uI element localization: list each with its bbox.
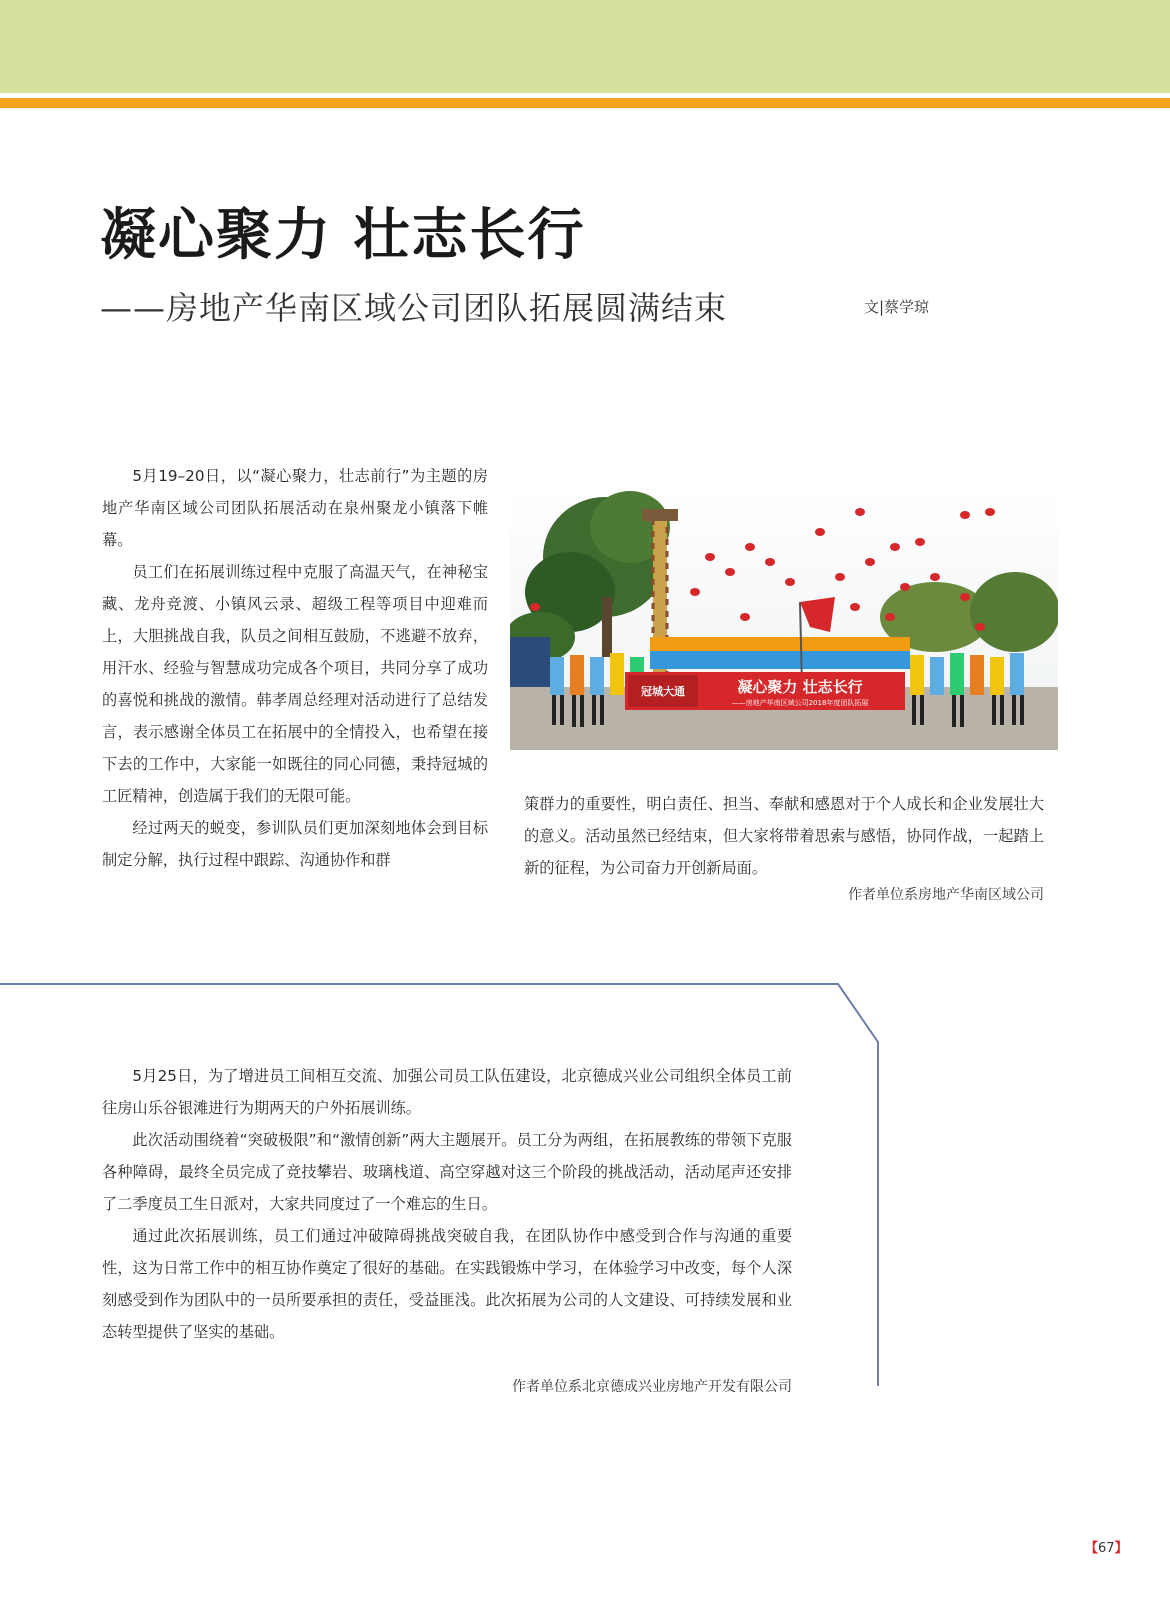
header-band (0, 0, 1170, 93)
author-affiliation: 作者单位系北京德成兴业房地产开发有限公司 (512, 1379, 792, 1395)
bracket-close: 】 (1114, 1541, 1128, 1556)
page-number (1085, 1537, 1128, 1556)
article-title: 凝心聚力 壮志长行 (100, 202, 586, 268)
paragraph-continuation: 策群力的重要性，明白责任、担当、奉献和感恩对于个人成长和企业发展壮大的意义。活动虽然已经结束，但大家将带着思索与感悟，协同作战，一起踏上新的征程，为公司奋力开创新局面。 (524, 795, 1044, 877)
byline: 文|蔡学琼 (864, 298, 930, 316)
section1-column-right (524, 788, 1044, 884)
section2-body (102, 1060, 792, 1348)
paragraph: 此次活动围绕着“突破极限”和“激情创新”两大主题展开。员工分为两组，在拓展教练的带领下克服各种障碍，最终全员完成了竞技攀岩、玻璃栈道、高空穿越对这三个阶段的挑战活动，活动尾声还安排了二季度员工生日派对，大家共同度过了一个难忘的生日。 (102, 1131, 792, 1213)
author-affiliation: 作者单位系房地产华南区域公司 (848, 887, 1044, 903)
bracket-open: 【 (1085, 1541, 1099, 1556)
team-photo-illustration (510, 487, 1058, 750)
banner-logo: 冠城大通 (641, 685, 685, 698)
page-number-value: 67 (1098, 1541, 1115, 1556)
paragraph: 经过两天的蜕变，参训队员们更加深刻地体会到目标制定分解，执行过程中跟踪、沟通协作和群 (102, 819, 488, 869)
accent-stripe (0, 98, 1170, 108)
paragraph: 员工们在拓展训练过程中克服了高温天气，在神秘宝藏、龙舟竞渡、小镇风云录、超级工程等项目中迎难而上，大胆挑战自我，队员之间相互鼓励，不逃避不放弃，用汗水、经验与智慧成功完成各个项目，共同分享了成功的喜悦和挑战的激情。韩孝周总经理对活动进行了总结发言，表示感谢全体员工在拓展中的全情投入，也希望在接下去的工作中，大家能一如既往的同心同德，秉持冠城的工匠精神，创造属于我们的无限可能。 (102, 563, 488, 805)
section1-column-left (102, 460, 488, 876)
article-subtitle: ——房地产华南区域公司团队拓展圆满结束 (100, 289, 728, 327)
banner-caption: ——房地产华南区域公司2018年度团队拓展 (731, 699, 869, 707)
team-photo (510, 487, 1058, 750)
paragraph: 通过此次拓展训练，员工们通过冲破障碍挑战突破自我，在团队协作中感受到合作与沟通的重要性，这为日常工作中的相互协作奠定了很好的基础。在实践锻炼中学习，在体验学习中改变，每个人深刻感受到作为团队中的一员所要承担的责任，受益匪浅。此次拓展为公司的人文建设、可持续发展和业态转型提供了坚实的基础。 (102, 1227, 792, 1341)
paragraph: 5月25日，为了增进员工间相互交流、加强公司员工队伍建设，北京德成兴业公司组织全体员工前往房山乐谷银滩进行为期两天的户外拓展训练。 (102, 1067, 792, 1117)
paragraph: 5月19–20日，以“凝心聚力，壮志前行”为主题的房地产华南区域公司团队拓展活动在泉州聚龙小镇落下帷幕。 (102, 467, 488, 549)
banner-slogan: 凝心聚力 壮志长行 (737, 678, 863, 696)
